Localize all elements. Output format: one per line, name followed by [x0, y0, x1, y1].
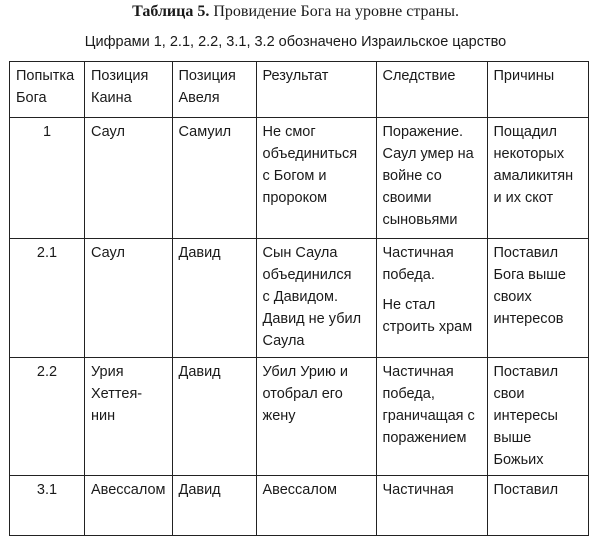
table-caption-number: Таблица 5.: [132, 3, 210, 20]
cell-reasons: [487, 239, 588, 358]
cell-line: Частичная: [382, 482, 454, 498]
cell-line: Авессалом: [262, 482, 337, 498]
table-row: [10, 239, 589, 358]
cell-line: Давид не убил: [262, 311, 362, 327]
cell-attempt: [10, 358, 85, 476]
cell-line: с Давидом.: [262, 289, 338, 305]
cell-line: Давид: [178, 482, 221, 498]
cell-line: Не стал: [382, 297, 436, 313]
cell-line: Пощадил: [493, 124, 558, 140]
cell-line: войне со: [382, 168, 442, 184]
header-row: [10, 62, 589, 118]
cell-line: своими: [382, 190, 432, 206]
cell-line: строить храм: [382, 319, 473, 335]
cell-cain: [85, 358, 173, 476]
cell-line: интересы: [493, 408, 558, 424]
cell-line: Поставил: [493, 482, 559, 498]
cell-line: жену: [262, 408, 296, 424]
cell-abel: [172, 358, 256, 476]
cell-line: 1: [42, 124, 52, 140]
table-row: [10, 476, 589, 536]
cell-line: интересов: [493, 311, 564, 327]
header-consequence: [376, 62, 487, 118]
cell-line: и их скот: [493, 190, 554, 206]
cell-line: Сын Саула: [262, 245, 338, 261]
cell-line: Убил Урию и: [262, 364, 349, 380]
header-attempt: [10, 62, 85, 118]
cell-line: 2.1: [36, 245, 58, 261]
cell-line: поражением: [382, 430, 467, 446]
table-row: [10, 118, 589, 239]
cell-line: Саул умер на: [382, 146, 474, 162]
header-cain: [85, 62, 173, 118]
cell-line: Авессалом: [91, 482, 166, 498]
cell-cain: [85, 476, 173, 536]
cell-result: [256, 239, 376, 358]
cell-line: граничащая с: [382, 408, 475, 424]
header-line: Позиция: [178, 68, 236, 84]
cell-line: победа.: [382, 267, 435, 283]
header-abel: [172, 62, 256, 118]
cell-result: [256, 118, 376, 239]
cell-line: Бога выше: [493, 267, 566, 283]
cell-line: Самуил: [178, 124, 232, 140]
cell-consequence: [376, 476, 487, 536]
cell-line: победа,: [382, 386, 435, 402]
header-line: Попытка: [16, 68, 75, 84]
header-line: Бога: [16, 90, 47, 106]
cell-abel: [172, 239, 256, 358]
cell-line: своих: [493, 289, 532, 305]
cell-line: Давид: [178, 364, 221, 380]
cell-line: Поставил: [493, 245, 559, 261]
cell-consequence: [376, 239, 487, 358]
cell-line: 2.2: [36, 364, 58, 380]
cell-abel: [172, 476, 256, 536]
table-subtitle: Цифрами 1, 2.1, 2.2, 3.1, 3.2 обозначено Израильское царство: [84, 34, 507, 50]
header-line: Позиция: [91, 68, 149, 84]
cell-cain: [85, 118, 173, 239]
cell-line: объединился: [262, 267, 352, 283]
cell-attempt: [10, 118, 85, 239]
cell-line: Саул: [91, 245, 125, 261]
cell-line: объединиться: [262, 146, 358, 162]
cell-line: Давид: [178, 245, 221, 261]
header-result: [256, 62, 376, 118]
cell-line: с Богом и: [262, 168, 327, 184]
cell-line: Поражение.: [382, 124, 464, 140]
cell-line: Саула: [262, 333, 305, 349]
cell-attempt: [10, 239, 85, 358]
cell-line: 3.1: [36, 482, 58, 498]
cell-line: Саул: [91, 124, 125, 140]
cell-line: Божьих: [493, 452, 544, 468]
cell-line: Частичная: [382, 245, 454, 261]
cell-line: пророком: [262, 190, 328, 206]
table-row: [10, 358, 589, 476]
cell-line: отобрал его: [262, 386, 343, 402]
cell-attempt: [10, 476, 85, 536]
cell-result: [256, 358, 376, 476]
header-line: Каина: [91, 90, 132, 106]
table-body: [10, 118, 589, 536]
cell-line: нин: [91, 408, 116, 424]
header-line: Результат: [262, 68, 329, 84]
cell-result: [256, 476, 376, 536]
cell-line: выше: [493, 430, 532, 446]
cell-line: свои: [493, 386, 525, 402]
header-line: Следствие: [382, 68, 456, 84]
providence-table: [9, 61, 589, 536]
cell-reasons: [487, 476, 588, 536]
table-caption: [0, 2, 591, 22]
cell-line: Хеттея-: [91, 386, 143, 402]
cell-reasons: [487, 118, 588, 239]
cell-abel: [172, 118, 256, 239]
header-line: Авеля: [178, 90, 220, 106]
cell-line: сыновьями: [382, 212, 458, 228]
cell-line: Урия: [91, 364, 124, 380]
header-reasons: [487, 62, 588, 118]
cell-cain: [85, 239, 173, 358]
header-line: Причины: [493, 68, 555, 84]
cell-line: амаликитян: [493, 168, 574, 184]
cell-line: Частичная: [382, 364, 454, 380]
cell-line: Не смог: [262, 124, 316, 140]
cell-consequence: [376, 118, 487, 239]
cell-consequence: [376, 358, 487, 476]
cell-line: Поставил: [493, 364, 559, 380]
table-caption-text: Провидение Бога на уровне страны.: [209, 3, 459, 20]
cell-reasons: [487, 358, 588, 476]
cell-line: некоторых: [493, 146, 565, 162]
